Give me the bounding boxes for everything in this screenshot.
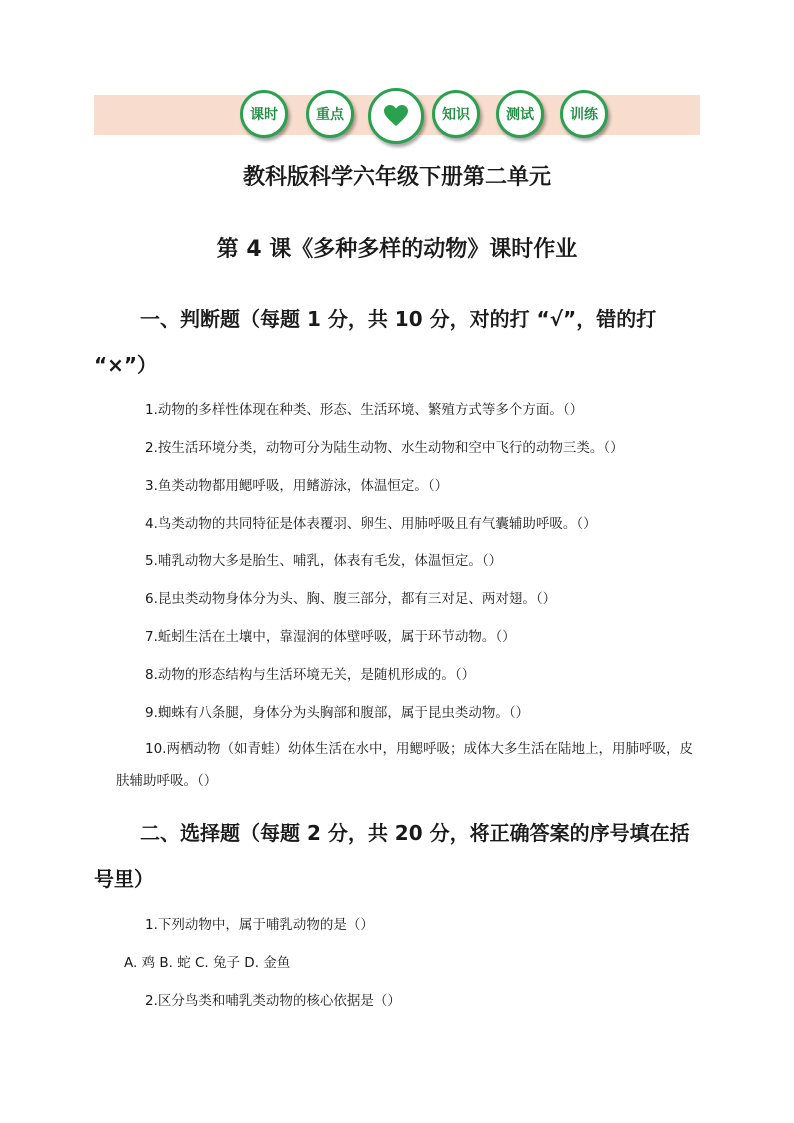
judge-item: 2.按生活环境分类，动物可分为陆生动物、水生动物和空中飞行的动物三类。（） bbox=[145, 440, 624, 456]
choice-options: A. 鸡 B. 蛇 C. 兔子 D. 金鱼 bbox=[124, 955, 291, 971]
badge-test: 测试 bbox=[496, 90, 544, 138]
judge-item: 9.蜘蛛有八条腿，身体分为头胸部和腹部，属于昆虫类动物。（） bbox=[145, 705, 530, 721]
judge-item: 1.动物的多样性体现在种类、形态、生活环境、繁殖方式等多个方面。（） bbox=[145, 402, 584, 418]
choice-question: 2.区分鸟类和哺乳类动物的核心依据是（） bbox=[145, 993, 401, 1009]
document-title: 教科版科学六年级下册第二单元 bbox=[242, 165, 551, 190]
lesson-title: 第 4 课《多种多样的动物》课时作业 bbox=[216, 237, 578, 262]
heart-badge bbox=[368, 88, 424, 144]
badge-knowledge: 知识 bbox=[432, 90, 480, 138]
badge-key-point: 重点 bbox=[306, 90, 354, 138]
badge-training: 训练 bbox=[560, 90, 608, 138]
badge-class-time: 课时 bbox=[240, 90, 288, 138]
judge-item: 8.动物的形态结构与生活环境无关，是随机形成的。（） bbox=[145, 667, 476, 683]
judge-item: 5.哺乳动物大多是胎生、哺乳，体表有毛发，体温恒定。（） bbox=[145, 553, 503, 569]
judge-item: 7.蚯蚓生活在土壤中，靠湿润的体壁呼吸，属于环节动物。（） bbox=[145, 629, 516, 645]
section2-heading: 二、选择题（每题 2 分，共 20 分，将正确答案的序号填在括号里） bbox=[94, 821, 690, 891]
section1-heading: 一、判断题（每题 1 分，共 10 分，对的打 “√”，错的打 “×”） bbox=[94, 307, 657, 377]
choice-question: 1.下列动物中，属于哺乳动物的是（） bbox=[145, 917, 374, 933]
judge-item: 4.鸟类动物的共同特征是体表覆羽、卵生、用肺呼吸且有气囊辅助呼吸。（） bbox=[145, 516, 597, 532]
heart-icon bbox=[383, 104, 409, 128]
judge-item: 10.两栖动物（如青蛙）幼体生活在水中，用鳃呼吸；成体大多生活在陆地上，用肺呼吸，皮肤辅助呼吸。（） bbox=[116, 741, 693, 789]
judge-item: 3.鱼类动物都用鳃呼吸，用鳍游泳，体温恒定。（） bbox=[145, 478, 449, 494]
judge-item: 6.昆虫类动物身体分为头、胸、腹三部分，都有三对足、两对翅。（） bbox=[145, 591, 557, 607]
